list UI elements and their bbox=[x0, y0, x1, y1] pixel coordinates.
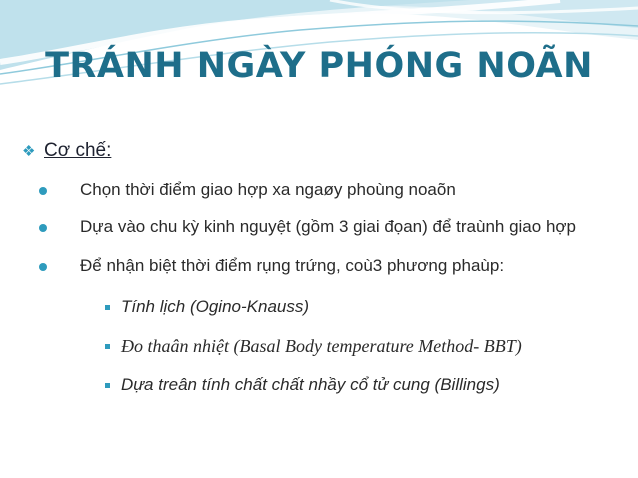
slide-title: TRÁNH NGÀY PHÓNG NOÃN bbox=[45, 46, 593, 86]
method-item bbox=[22, 331, 622, 361]
bullet-dot-icon bbox=[39, 263, 47, 271]
bullet-text: Để nhận biệt thời điểm rụng trứng, coù3 phương phaùp: bbox=[80, 256, 505, 275]
square-bullet-icon bbox=[105, 383, 110, 388]
bullet-dot-icon bbox=[39, 187, 47, 195]
method-item bbox=[22, 370, 622, 400]
bullet-item bbox=[22, 212, 622, 242]
bullet-item bbox=[22, 251, 622, 281]
section-heading bbox=[22, 136, 622, 166]
bullet-text: Dựa vào chu kỳ kinh nguyệt (gồm 3 giai đọan) để traùnh giao hợp bbox=[80, 217, 576, 236]
square-bullet-icon bbox=[105, 344, 110, 349]
method-item bbox=[22, 292, 622, 322]
diamond-bullet-icon: ❖ bbox=[22, 143, 36, 160]
slide-content bbox=[22, 136, 622, 400]
bullet-text: Chọn thời điểm giao hợp xa ngaøy phoùng noaõn bbox=[80, 180, 456, 199]
method-text: Tính lịch (Ogino-Knauss) bbox=[121, 297, 310, 316]
bullet-dot-icon bbox=[39, 224, 47, 232]
section-heading-label: Cơ chế: bbox=[44, 140, 112, 161]
method-text: Đo thaân nhiệt (Basal Body temperature Method- BBT) bbox=[121, 336, 522, 356]
method-text: Dựa treân tính chất chất nhầy cổ tử cung (Billings) bbox=[121, 375, 500, 394]
square-bullet-icon bbox=[105, 305, 110, 310]
bullet-item bbox=[22, 175, 622, 205]
